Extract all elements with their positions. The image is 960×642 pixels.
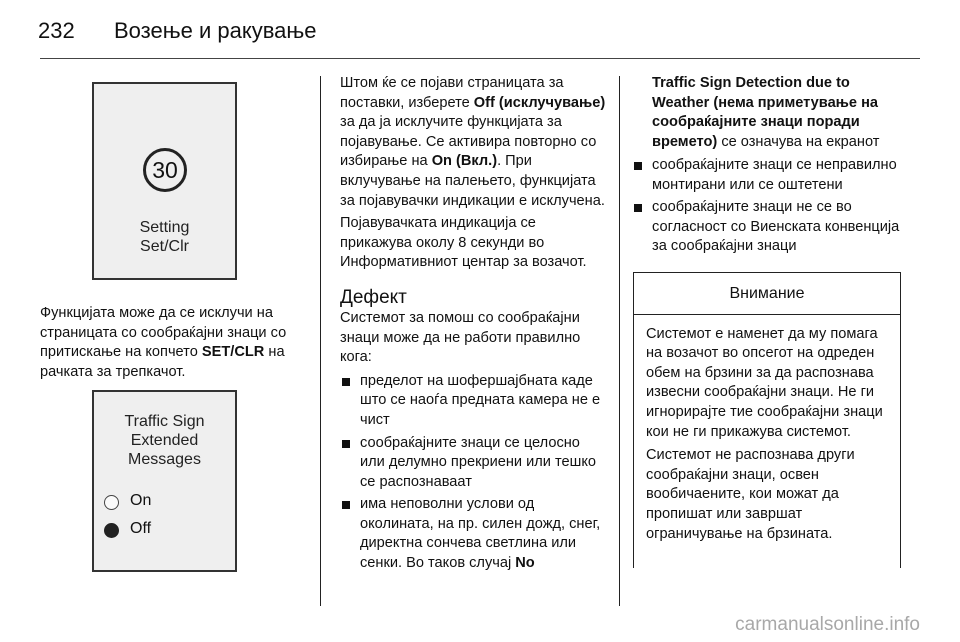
col1-bold: SET/CLR: [201, 344, 265, 361]
watermark: carmanualsonline.info: [735, 614, 920, 635]
radio-off-selected-icon: [104, 523, 119, 538]
column-3: [652, 74, 908, 152]
list-item: [340, 495, 606, 573]
column-1: [40, 304, 302, 382]
col2-paragraph-1: [340, 74, 606, 211]
bullet3-text: има неповолни услови од околината, на пр. силен дожд, снег, директна сончева светлина или сенки. Во таков случај: [360, 496, 601, 572]
column-2: [340, 74, 606, 577]
col2-paragraph-2: Појавувачката индикација се прикажува околу 8 секунди во Информативниот центар за возачот.: [340, 215, 587, 271]
col2-p1-bold2: On (Вкл.): [431, 153, 498, 170]
list-item: сообраќајните знаци се целосно или делумно прекриени или тешко се распознаваат: [340, 434, 606, 493]
col1-paragraph: [40, 304, 302, 382]
display-traffic-sign-messages: [92, 390, 237, 572]
speed-limit-sign-icon: [143, 148, 187, 192]
display-line2: Set/Clr: [140, 238, 189, 255]
column-divider-2: [619, 76, 620, 606]
col3-text: се означува на екранот: [717, 133, 880, 150]
option-off-label: Off: [130, 520, 152, 537]
radio-on-icon: [104, 495, 119, 510]
list-item: пределот на шофершајбната каде што се наоѓа предната камера не е чист: [340, 372, 606, 431]
page-header: [38, 18, 317, 44]
caution-body: [634, 315, 900, 545]
col2-bullet-list: [340, 372, 606, 574]
col2-paragraph-3: Системот за помош со сообраќајни знаци може да не работи правилно кога:: [340, 309, 581, 366]
caution-box: [633, 272, 901, 568]
col3-bullet-list: [632, 156, 904, 257]
column-divider-1: [320, 76, 321, 606]
display-setting-illustration: [92, 82, 237, 280]
caution-paragraph-2: Системот не распознава други сообраќајни знаци, освен вообичаените, кои можат да пропишат или завршат ограничување на брзината.: [646, 447, 855, 542]
page-number: 232: [38, 18, 75, 43]
option-on-label: On: [130, 492, 152, 509]
col2-p1-bold1: Off (исклучување): [473, 94, 606, 111]
caution-paragraph-1: Системот е наменет да му помага на возачот во опсегот на одреден обем на брзини за да распознава извесни сообраќајни знаци. Не ги игнорирајте тие сообраќајни знаци кои не ги прикажува системот.: [646, 325, 883, 440]
page-title: Возење и ракување: [114, 18, 317, 43]
col1-text-a: Функцијата може да се исклучи на страницата со сообраќајни знаци со притискање на копчето: [40, 305, 287, 361]
column-3-list: [632, 152, 904, 260]
col2-p1-a: Штом ќе се појави страницата за поставки, изберете: [340, 75, 564, 111]
display-line1: Setting: [139, 219, 190, 236]
header-rule: [40, 58, 920, 59]
display2-title-1: Traffic Sign: [124, 413, 205, 430]
col3-paragraph-1: [652, 74, 908, 152]
caution-title: Внимание: [634, 273, 900, 315]
display2-title-2: Extended: [130, 432, 199, 449]
col3-bold: Traffic Sign Detection due to Weather (нема приметување на сообраќајните знаци поради времето): [652, 75, 879, 150]
bullet3-bold: No: [515, 555, 535, 572]
col2-p1-b: за да ја исклучите функцијата за појавување. Се активира повторно со избирање на: [340, 114, 597, 170]
speed-limit-value: 30: [152, 157, 178, 183]
col2-p1-c: . При вклучување на палењето, функцијата за појавувачки индикации е исклучена.: [340, 153, 605, 209]
section-heading-defekt: Дефект: [340, 286, 407, 308]
list-item: сообраќајните знаци не се во согласност со Виенската конвенција за сообраќајни знаци: [632, 198, 904, 257]
list-item: сообраќајните знаци се неправилно монтирани или се оштетени: [632, 156, 904, 195]
display2-title-3: Messages: [128, 451, 201, 468]
col1-text-b: на рачката за трепкачот.: [40, 344, 285, 380]
